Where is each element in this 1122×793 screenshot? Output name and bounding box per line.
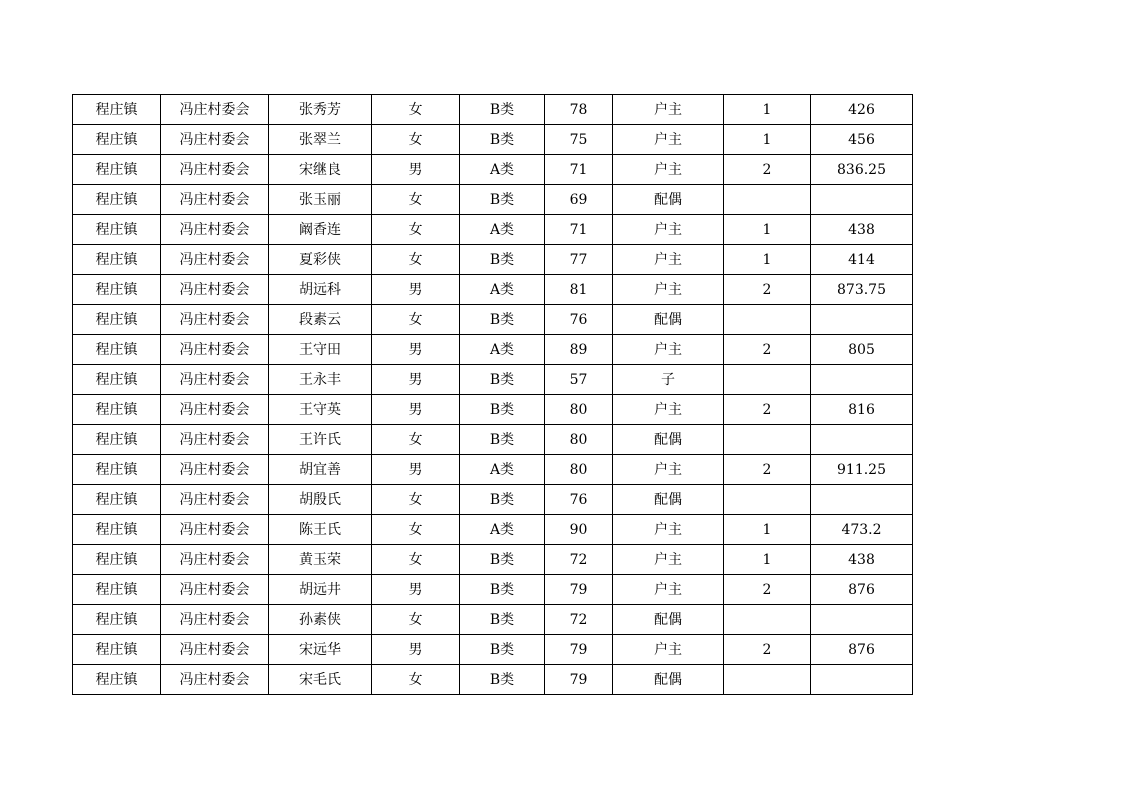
village-committee-cell: 冯庄村委会 [161,365,269,395]
amount-cell: 873.75 [811,275,913,305]
table-row [73,305,913,335]
table-row [73,125,913,155]
relation-cell: 子 [613,365,724,395]
age-cell: 79 [545,665,613,695]
gender-cell: 女 [372,305,460,335]
town-cell: 程庄镇 [73,575,161,605]
village-committee-cell: 冯庄村委会 [161,125,269,155]
age-cell: 57 [545,365,613,395]
category-cell: A类 [460,215,545,245]
amount-cell: 473.2 [811,515,913,545]
gender-cell: 女 [372,245,460,275]
table-row [73,635,913,665]
gender-cell: 女 [372,545,460,575]
amount-cell: 456 [811,125,913,155]
household-size-cell: 1 [724,545,811,575]
gender-cell: 女 [372,215,460,245]
name-cell: 孙素侠 [269,605,372,635]
age-cell: 78 [545,95,613,125]
gender-cell: 女 [372,665,460,695]
amount-cell: 876 [811,575,913,605]
village-committee-cell: 冯庄村委会 [161,395,269,425]
age-cell: 77 [545,245,613,275]
age-cell: 90 [545,515,613,545]
category-cell: B类 [460,575,545,605]
table-row [73,95,913,125]
category-cell: B类 [460,365,545,395]
table-row [73,335,913,365]
town-cell: 程庄镇 [73,485,161,515]
household-size-cell: 2 [724,575,811,605]
data-table [72,94,913,695]
table-row [73,455,913,485]
household-size-cell: 2 [724,395,811,425]
town-cell: 程庄镇 [73,335,161,365]
category-cell: B类 [460,185,545,215]
age-cell: 71 [545,155,613,185]
town-cell: 程庄镇 [73,515,161,545]
amount-cell [811,425,913,455]
village-committee-cell: 冯庄村委会 [161,305,269,335]
household-size-cell: 2 [724,155,811,185]
household-size-cell [724,605,811,635]
name-cell: 胡远科 [269,275,372,305]
gender-cell: 女 [372,125,460,155]
table-row [73,245,913,275]
relation-cell: 配偶 [613,305,724,335]
town-cell: 程庄镇 [73,425,161,455]
town-cell: 程庄镇 [73,605,161,635]
age-cell: 81 [545,275,613,305]
town-cell: 程庄镇 [73,635,161,665]
amount-cell: 836.25 [811,155,913,185]
household-size-cell: 2 [724,275,811,305]
relation-cell: 户主 [613,245,724,275]
town-cell: 程庄镇 [73,665,161,695]
town-cell: 程庄镇 [73,155,161,185]
relation-cell: 户主 [613,155,724,185]
household-size-cell: 2 [724,455,811,485]
table-row [73,545,913,575]
category-cell: B类 [460,635,545,665]
household-size-cell: 1 [724,245,811,275]
age-cell: 76 [545,485,613,515]
gender-cell: 男 [372,365,460,395]
town-cell: 程庄镇 [73,245,161,275]
category-cell: B类 [460,305,545,335]
relation-cell: 户主 [613,275,724,305]
amount-cell: 816 [811,395,913,425]
table-row [73,155,913,185]
name-cell: 王守田 [269,335,372,365]
village-committee-cell: 冯庄村委会 [161,545,269,575]
name-cell: 夏彩侠 [269,245,372,275]
age-cell: 80 [545,395,613,425]
gender-cell: 女 [372,605,460,635]
category-cell: B类 [460,605,545,635]
age-cell: 69 [545,185,613,215]
name-cell: 张玉丽 [269,185,372,215]
name-cell: 宋毛氏 [269,665,372,695]
amount-cell [811,365,913,395]
town-cell: 程庄镇 [73,545,161,575]
name-cell: 陈王氏 [269,515,372,545]
amount-cell [811,665,913,695]
table-row [73,215,913,245]
category-cell: B类 [460,425,545,455]
age-cell: 71 [545,215,613,245]
household-size-cell [724,485,811,515]
town-cell: 程庄镇 [73,305,161,335]
age-cell: 80 [545,425,613,455]
relation-cell: 户主 [613,395,724,425]
village-committee-cell: 冯庄村委会 [161,665,269,695]
category-cell: B类 [460,545,545,575]
category-cell: A类 [460,455,545,485]
table-row [73,185,913,215]
table-row [73,515,913,545]
relation-cell: 户主 [613,635,724,665]
relation-cell: 户主 [613,545,724,575]
household-size-cell [724,425,811,455]
village-committee-cell: 冯庄村委会 [161,335,269,365]
name-cell: 胡远井 [269,575,372,605]
name-cell: 王永丰 [269,365,372,395]
household-size-cell [724,185,811,215]
amount-cell [811,605,913,635]
village-committee-cell: 冯庄村委会 [161,185,269,215]
category-cell: B类 [460,485,545,515]
amount-cell: 438 [811,215,913,245]
relation-cell: 配偶 [613,665,724,695]
table-row [73,395,913,425]
category-cell: A类 [460,275,545,305]
town-cell: 程庄镇 [73,95,161,125]
village-committee-cell: 冯庄村委会 [161,215,269,245]
town-cell: 程庄镇 [73,365,161,395]
town-cell: 程庄镇 [73,185,161,215]
village-committee-cell: 冯庄村委会 [161,635,269,665]
name-cell: 王守英 [269,395,372,425]
age-cell: 79 [545,635,613,665]
category-cell: B类 [460,95,545,125]
relation-cell: 户主 [613,335,724,365]
age-cell: 79 [545,575,613,605]
gender-cell: 男 [372,575,460,605]
household-size-cell: 2 [724,335,811,365]
gender-cell: 女 [372,185,460,215]
relation-cell: 户主 [613,575,724,605]
amount-cell: 426 [811,95,913,125]
village-committee-cell: 冯庄村委会 [161,155,269,185]
gender-cell: 男 [372,635,460,665]
household-size-cell [724,665,811,695]
household-size-cell: 1 [724,95,811,125]
amount-cell: 876 [811,635,913,665]
household-size-cell [724,305,811,335]
household-size-cell: 1 [724,215,811,245]
amount-cell: 414 [811,245,913,275]
village-committee-cell: 冯庄村委会 [161,275,269,305]
table-row [73,365,913,395]
relation-cell: 配偶 [613,605,724,635]
age-cell: 75 [545,125,613,155]
relation-cell: 户主 [613,95,724,125]
town-cell: 程庄镇 [73,275,161,305]
town-cell: 程庄镇 [73,125,161,155]
category-cell: A类 [460,155,545,185]
gender-cell: 女 [372,485,460,515]
amount-cell: 805 [811,335,913,365]
village-committee-cell: 冯庄村委会 [161,485,269,515]
gender-cell: 男 [372,455,460,485]
name-cell: 宋远华 [269,635,372,665]
name-cell: 胡宜善 [269,455,372,485]
name-cell: 阚香连 [269,215,372,245]
table-row [73,425,913,455]
amount-cell: 911.25 [811,455,913,485]
relation-cell: 配偶 [613,185,724,215]
village-committee-cell: 冯庄村委会 [161,425,269,455]
gender-cell: 女 [372,515,460,545]
relation-cell: 户主 [613,515,724,545]
table-row [73,665,913,695]
relation-cell: 户主 [613,215,724,245]
town-cell: 程庄镇 [73,395,161,425]
amount-cell [811,485,913,515]
town-cell: 程庄镇 [73,215,161,245]
category-cell: B类 [460,245,545,275]
gender-cell: 男 [372,275,460,305]
gender-cell: 男 [372,335,460,365]
village-committee-cell: 冯庄村委会 [161,515,269,545]
age-cell: 80 [545,455,613,485]
table-row [73,275,913,305]
gender-cell: 男 [372,395,460,425]
village-committee-cell: 冯庄村委会 [161,245,269,275]
gender-cell: 男 [372,155,460,185]
relation-cell: 配偶 [613,425,724,455]
name-cell: 黄玉荣 [269,545,372,575]
category-cell: B类 [460,395,545,425]
name-cell: 胡殷氏 [269,485,372,515]
age-cell: 89 [545,335,613,365]
table-body [73,95,913,695]
relation-cell: 户主 [613,125,724,155]
table-row [73,575,913,605]
name-cell: 段素云 [269,305,372,335]
table-row [73,605,913,635]
age-cell: 72 [545,605,613,635]
name-cell: 王许氏 [269,425,372,455]
relation-cell: 配偶 [613,485,724,515]
category-cell: A类 [460,335,545,365]
name-cell: 宋继良 [269,155,372,185]
household-size-cell [724,365,811,395]
town-cell: 程庄镇 [73,455,161,485]
village-committee-cell: 冯庄村委会 [161,605,269,635]
household-size-cell: 2 [724,635,811,665]
village-committee-cell: 冯庄村委会 [161,575,269,605]
amount-cell: 438 [811,545,913,575]
gender-cell: 女 [372,425,460,455]
table-row [73,485,913,515]
category-cell: A类 [460,515,545,545]
village-committee-cell: 冯庄村委会 [161,455,269,485]
name-cell: 张秀芳 [269,95,372,125]
amount-cell [811,185,913,215]
village-committee-cell: 冯庄村委会 [161,95,269,125]
age-cell: 76 [545,305,613,335]
relation-cell: 户主 [613,455,724,485]
name-cell: 张翠兰 [269,125,372,155]
household-size-cell: 1 [724,515,811,545]
category-cell: B类 [460,125,545,155]
amount-cell [811,305,913,335]
gender-cell: 女 [372,95,460,125]
household-size-cell: 1 [724,125,811,155]
category-cell: B类 [460,665,545,695]
age-cell: 72 [545,545,613,575]
